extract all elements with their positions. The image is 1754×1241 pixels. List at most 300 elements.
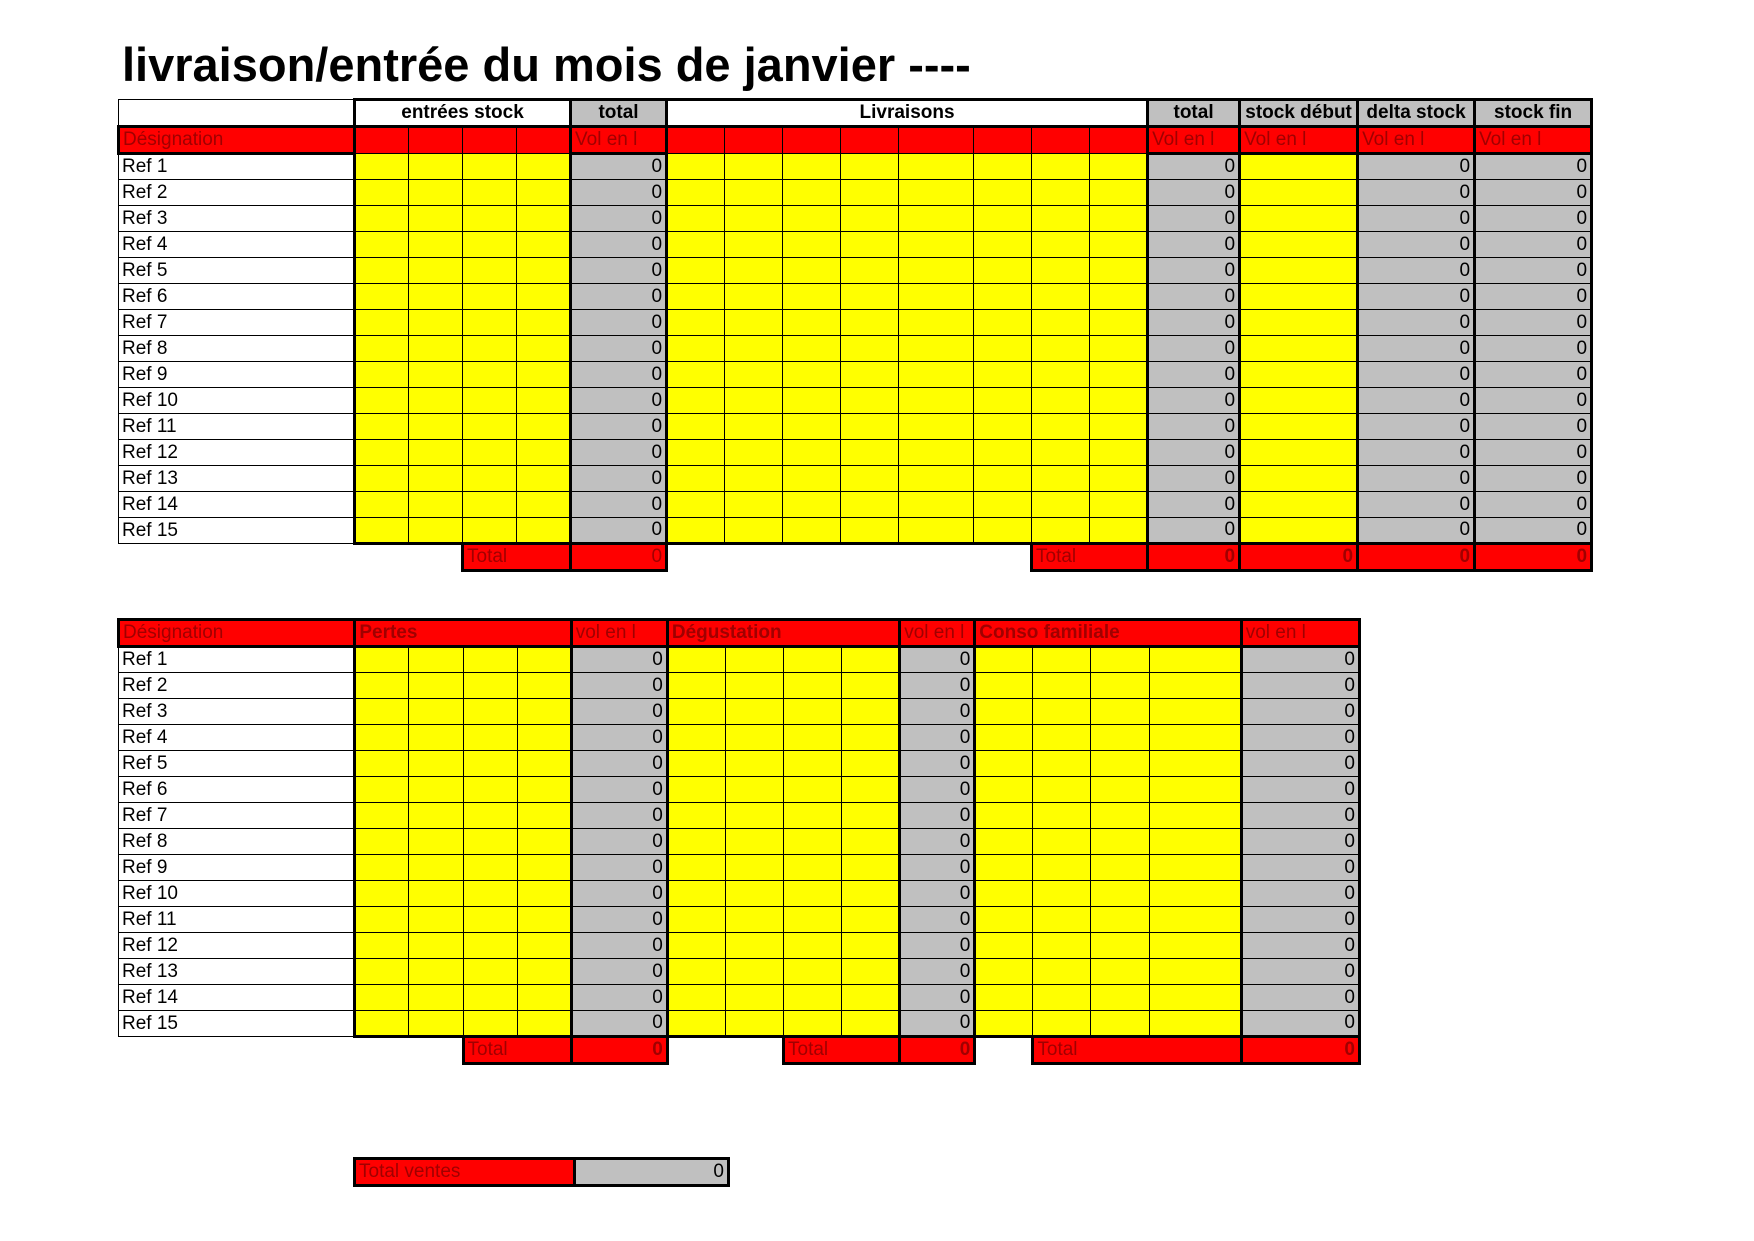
pertes-input-cell[interactable] bbox=[517, 907, 571, 933]
livraison-input-cell[interactable] bbox=[1090, 388, 1148, 414]
degustation-input-cell[interactable] bbox=[784, 725, 842, 751]
livraison-input-cell[interactable] bbox=[974, 336, 1032, 362]
conso-input-cell[interactable] bbox=[1091, 699, 1149, 725]
livraison-input-cell[interactable] bbox=[725, 388, 783, 414]
pertes-input-cell[interactable] bbox=[463, 803, 517, 829]
pertes-input-cell[interactable] bbox=[463, 907, 517, 933]
livraison-input-cell[interactable] bbox=[974, 492, 1032, 518]
conso-input-cell[interactable] bbox=[1149, 985, 1241, 1011]
entree-input-cell[interactable] bbox=[409, 310, 463, 336]
conso-input-cell[interactable] bbox=[975, 829, 1033, 855]
pertes-input-cell[interactable] bbox=[355, 985, 409, 1011]
livraison-input-cell[interactable] bbox=[841, 440, 899, 466]
degustation-input-cell[interactable] bbox=[784, 985, 842, 1011]
livraison-input-cell[interactable] bbox=[899, 258, 974, 284]
entree-input-cell[interactable] bbox=[517, 284, 571, 310]
conso-input-cell[interactable] bbox=[1033, 907, 1091, 933]
entree-input-cell[interactable] bbox=[409, 336, 463, 362]
entree-input-cell[interactable] bbox=[517, 232, 571, 258]
pertes-input-cell[interactable] bbox=[517, 959, 571, 985]
degustation-input-cell[interactable] bbox=[784, 751, 842, 777]
conso-input-cell[interactable] bbox=[1091, 881, 1149, 907]
livraison-input-cell[interactable] bbox=[667, 336, 725, 362]
pertes-input-cell[interactable] bbox=[355, 673, 409, 699]
livraison-input-cell[interactable] bbox=[841, 232, 899, 258]
conso-input-cell[interactable] bbox=[1033, 751, 1091, 777]
livraison-input-cell[interactable] bbox=[725, 154, 783, 180]
livraison-input-cell[interactable] bbox=[1090, 336, 1148, 362]
conso-input-cell[interactable] bbox=[1149, 803, 1241, 829]
conso-input-cell[interactable] bbox=[1149, 933, 1241, 959]
degustation-input-cell[interactable] bbox=[842, 647, 900, 673]
degustation-input-cell[interactable] bbox=[784, 829, 842, 855]
pertes-input-cell[interactable] bbox=[355, 907, 409, 933]
entree-input-cell[interactable] bbox=[355, 362, 409, 388]
stock-debut-input[interactable] bbox=[1240, 154, 1358, 180]
pertes-input-cell[interactable] bbox=[517, 751, 571, 777]
entree-input-cell[interactable] bbox=[409, 440, 463, 466]
entree-input-cell[interactable] bbox=[463, 284, 517, 310]
degustation-input-cell[interactable] bbox=[842, 855, 900, 881]
livraison-input-cell[interactable] bbox=[974, 180, 1032, 206]
conso-input-cell[interactable] bbox=[1091, 673, 1149, 699]
entree-input-cell[interactable] bbox=[355, 154, 409, 180]
pertes-input-cell[interactable] bbox=[355, 803, 409, 829]
livraison-input-cell[interactable] bbox=[841, 258, 899, 284]
entree-input-cell[interactable] bbox=[355, 180, 409, 206]
pertes-input-cell[interactable] bbox=[517, 725, 571, 751]
livraison-input-cell[interactable] bbox=[841, 388, 899, 414]
livraison-input-cell[interactable] bbox=[725, 466, 783, 492]
entree-input-cell[interactable] bbox=[517, 518, 571, 544]
conso-input-cell[interactable] bbox=[1033, 699, 1091, 725]
pertes-input-cell[interactable] bbox=[463, 751, 517, 777]
conso-input-cell[interactable] bbox=[1149, 959, 1241, 985]
pertes-input-cell[interactable] bbox=[517, 1011, 571, 1037]
entree-input-cell[interactable] bbox=[463, 362, 517, 388]
livraison-input-cell[interactable] bbox=[1090, 310, 1148, 336]
livraison-input-cell[interactable] bbox=[783, 440, 841, 466]
conso-input-cell[interactable] bbox=[975, 959, 1033, 985]
stock-debut-input[interactable] bbox=[1240, 518, 1358, 544]
stock-debut-input[interactable] bbox=[1240, 180, 1358, 206]
conso-input-cell[interactable] bbox=[1149, 1011, 1241, 1037]
conso-input-cell[interactable] bbox=[1149, 907, 1241, 933]
entree-input-cell[interactable] bbox=[517, 466, 571, 492]
pertes-input-cell[interactable] bbox=[355, 751, 409, 777]
livraison-input-cell[interactable] bbox=[899, 310, 974, 336]
livraison-input-cell[interactable] bbox=[667, 466, 725, 492]
livraison-input-cell[interactable] bbox=[667, 362, 725, 388]
pertes-input-cell[interactable] bbox=[463, 881, 517, 907]
entree-input-cell[interactable] bbox=[463, 336, 517, 362]
livraison-input-cell[interactable] bbox=[783, 232, 841, 258]
livraison-input-cell[interactable] bbox=[725, 310, 783, 336]
livraison-input-cell[interactable] bbox=[667, 310, 725, 336]
degustation-input-cell[interactable] bbox=[784, 907, 842, 933]
livraison-input-cell[interactable] bbox=[974, 206, 1032, 232]
degustation-input-cell[interactable] bbox=[784, 933, 842, 959]
livraison-input-cell[interactable] bbox=[841, 284, 899, 310]
conso-input-cell[interactable] bbox=[975, 1011, 1033, 1037]
pertes-input-cell[interactable] bbox=[463, 985, 517, 1011]
degustation-input-cell[interactable] bbox=[842, 673, 900, 699]
livraison-input-cell[interactable] bbox=[841, 336, 899, 362]
degustation-input-cell[interactable] bbox=[784, 673, 842, 699]
pertes-input-cell[interactable] bbox=[517, 803, 571, 829]
livraison-input-cell[interactable] bbox=[1090, 518, 1148, 544]
pertes-input-cell[interactable] bbox=[409, 907, 463, 933]
livraison-input-cell[interactable] bbox=[1032, 258, 1090, 284]
degustation-input-cell[interactable] bbox=[725, 751, 783, 777]
livraison-input-cell[interactable] bbox=[899, 362, 974, 388]
pertes-input-cell[interactable] bbox=[409, 699, 463, 725]
degustation-input-cell[interactable] bbox=[842, 829, 900, 855]
degustation-input-cell[interactable] bbox=[725, 777, 783, 803]
livraison-input-cell[interactable] bbox=[899, 388, 974, 414]
degustation-input-cell[interactable] bbox=[725, 673, 783, 699]
degustation-input-cell[interactable] bbox=[725, 881, 783, 907]
degustation-input-cell[interactable] bbox=[667, 725, 725, 751]
conso-input-cell[interactable] bbox=[1091, 803, 1149, 829]
entree-input-cell[interactable] bbox=[409, 206, 463, 232]
pertes-input-cell[interactable] bbox=[463, 1011, 517, 1037]
conso-input-cell[interactable] bbox=[1033, 673, 1091, 699]
livraison-input-cell[interactable] bbox=[725, 518, 783, 544]
livraison-input-cell[interactable] bbox=[667, 180, 725, 206]
degustation-input-cell[interactable] bbox=[667, 985, 725, 1011]
pertes-input-cell[interactable] bbox=[409, 881, 463, 907]
entree-input-cell[interactable] bbox=[355, 440, 409, 466]
livraison-input-cell[interactable] bbox=[1032, 154, 1090, 180]
conso-input-cell[interactable] bbox=[1149, 777, 1241, 803]
entree-input-cell[interactable] bbox=[355, 414, 409, 440]
degustation-input-cell[interactable] bbox=[667, 933, 725, 959]
pertes-input-cell[interactable] bbox=[463, 673, 517, 699]
livraison-input-cell[interactable] bbox=[841, 518, 899, 544]
livraison-input-cell[interactable] bbox=[725, 336, 783, 362]
livraison-input-cell[interactable] bbox=[841, 492, 899, 518]
conso-input-cell[interactable] bbox=[1033, 933, 1091, 959]
degustation-input-cell[interactable] bbox=[667, 1011, 725, 1037]
entree-input-cell[interactable] bbox=[463, 180, 517, 206]
entree-input-cell[interactable] bbox=[517, 492, 571, 518]
livraison-input-cell[interactable] bbox=[783, 336, 841, 362]
conso-input-cell[interactable] bbox=[975, 777, 1033, 803]
entree-input-cell[interactable] bbox=[517, 310, 571, 336]
conso-input-cell[interactable] bbox=[1033, 1011, 1091, 1037]
degustation-input-cell[interactable] bbox=[784, 1011, 842, 1037]
pertes-input-cell[interactable] bbox=[409, 803, 463, 829]
entree-input-cell[interactable] bbox=[409, 180, 463, 206]
degustation-input-cell[interactable] bbox=[842, 907, 900, 933]
pertes-input-cell[interactable] bbox=[355, 829, 409, 855]
pertes-input-cell[interactable] bbox=[355, 1011, 409, 1037]
entree-input-cell[interactable] bbox=[355, 336, 409, 362]
entree-input-cell[interactable] bbox=[463, 154, 517, 180]
pertes-input-cell[interactable] bbox=[409, 1011, 463, 1037]
livraison-input-cell[interactable] bbox=[841, 362, 899, 388]
degustation-input-cell[interactable] bbox=[667, 699, 725, 725]
conso-input-cell[interactable] bbox=[975, 907, 1033, 933]
livraison-input-cell[interactable] bbox=[974, 518, 1032, 544]
livraison-input-cell[interactable] bbox=[725, 414, 783, 440]
conso-input-cell[interactable] bbox=[1033, 959, 1091, 985]
degustation-input-cell[interactable] bbox=[842, 725, 900, 751]
livraison-input-cell[interactable] bbox=[899, 492, 974, 518]
livraison-input-cell[interactable] bbox=[841, 414, 899, 440]
livraison-input-cell[interactable] bbox=[725, 180, 783, 206]
livraison-input-cell[interactable] bbox=[1032, 440, 1090, 466]
degustation-input-cell[interactable] bbox=[842, 777, 900, 803]
degustation-input-cell[interactable] bbox=[725, 855, 783, 881]
pertes-input-cell[interactable] bbox=[409, 725, 463, 751]
livraison-input-cell[interactable] bbox=[1032, 284, 1090, 310]
entree-input-cell[interactable] bbox=[463, 440, 517, 466]
entree-input-cell[interactable] bbox=[517, 362, 571, 388]
conso-input-cell[interactable] bbox=[1033, 777, 1091, 803]
livraison-input-cell[interactable] bbox=[899, 440, 974, 466]
livraison-input-cell[interactable] bbox=[667, 206, 725, 232]
entree-input-cell[interactable] bbox=[463, 206, 517, 232]
conso-input-cell[interactable] bbox=[1091, 985, 1149, 1011]
conso-input-cell[interactable] bbox=[1091, 647, 1149, 673]
conso-input-cell[interactable] bbox=[975, 803, 1033, 829]
entree-input-cell[interactable] bbox=[355, 492, 409, 518]
stock-debut-input[interactable] bbox=[1240, 206, 1358, 232]
livraison-input-cell[interactable] bbox=[841, 154, 899, 180]
pertes-input-cell[interactable] bbox=[517, 647, 571, 673]
degustation-input-cell[interactable] bbox=[784, 855, 842, 881]
conso-input-cell[interactable] bbox=[1091, 933, 1149, 959]
pertes-input-cell[interactable] bbox=[355, 725, 409, 751]
pertes-input-cell[interactable] bbox=[463, 959, 517, 985]
entree-input-cell[interactable] bbox=[517, 180, 571, 206]
conso-input-cell[interactable] bbox=[1149, 725, 1241, 751]
degustation-input-cell[interactable] bbox=[725, 985, 783, 1011]
stock-debut-input[interactable] bbox=[1240, 388, 1358, 414]
entree-input-cell[interactable] bbox=[463, 258, 517, 284]
pertes-input-cell[interactable] bbox=[463, 855, 517, 881]
conso-input-cell[interactable] bbox=[975, 985, 1033, 1011]
entree-input-cell[interactable] bbox=[517, 440, 571, 466]
livraison-input-cell[interactable] bbox=[1032, 362, 1090, 388]
conso-input-cell[interactable] bbox=[1091, 1011, 1149, 1037]
stock-debut-input[interactable] bbox=[1240, 310, 1358, 336]
livraison-input-cell[interactable] bbox=[974, 466, 1032, 492]
degustation-input-cell[interactable] bbox=[667, 907, 725, 933]
conso-input-cell[interactable] bbox=[1149, 829, 1241, 855]
degustation-input-cell[interactable] bbox=[842, 933, 900, 959]
livraison-input-cell[interactable] bbox=[725, 232, 783, 258]
livraison-input-cell[interactable] bbox=[667, 440, 725, 466]
livraison-input-cell[interactable] bbox=[899, 154, 974, 180]
conso-input-cell[interactable] bbox=[975, 673, 1033, 699]
entree-input-cell[interactable] bbox=[463, 232, 517, 258]
stock-debut-input[interactable] bbox=[1240, 258, 1358, 284]
conso-input-cell[interactable] bbox=[1149, 881, 1241, 907]
degustation-input-cell[interactable] bbox=[784, 959, 842, 985]
stock-debut-input[interactable] bbox=[1240, 492, 1358, 518]
livraison-input-cell[interactable] bbox=[783, 206, 841, 232]
entree-input-cell[interactable] bbox=[463, 466, 517, 492]
degustation-input-cell[interactable] bbox=[842, 751, 900, 777]
livraison-input-cell[interactable] bbox=[841, 466, 899, 492]
degustation-input-cell[interactable] bbox=[667, 881, 725, 907]
pertes-input-cell[interactable] bbox=[463, 647, 517, 673]
livraison-input-cell[interactable] bbox=[1090, 258, 1148, 284]
degustation-input-cell[interactable] bbox=[725, 699, 783, 725]
entree-input-cell[interactable] bbox=[355, 466, 409, 492]
livraison-input-cell[interactable] bbox=[1032, 310, 1090, 336]
degustation-input-cell[interactable] bbox=[725, 725, 783, 751]
livraison-input-cell[interactable] bbox=[725, 362, 783, 388]
pertes-input-cell[interactable] bbox=[409, 959, 463, 985]
degustation-input-cell[interactable] bbox=[667, 777, 725, 803]
livraison-input-cell[interactable] bbox=[1032, 388, 1090, 414]
livraison-input-cell[interactable] bbox=[1032, 232, 1090, 258]
livraison-input-cell[interactable] bbox=[667, 284, 725, 310]
degustation-input-cell[interactable] bbox=[784, 881, 842, 907]
degustation-input-cell[interactable] bbox=[667, 829, 725, 855]
livraison-input-cell[interactable] bbox=[974, 284, 1032, 310]
conso-input-cell[interactable] bbox=[1091, 829, 1149, 855]
livraison-input-cell[interactable] bbox=[899, 414, 974, 440]
degustation-input-cell[interactable] bbox=[784, 699, 842, 725]
livraison-input-cell[interactable] bbox=[899, 180, 974, 206]
livraison-input-cell[interactable] bbox=[725, 284, 783, 310]
degustation-input-cell[interactable] bbox=[842, 699, 900, 725]
conso-input-cell[interactable] bbox=[1149, 751, 1241, 777]
conso-input-cell[interactable] bbox=[1149, 673, 1241, 699]
pertes-input-cell[interactable] bbox=[517, 673, 571, 699]
entree-input-cell[interactable] bbox=[409, 492, 463, 518]
conso-input-cell[interactable] bbox=[1091, 725, 1149, 751]
conso-input-cell[interactable] bbox=[1149, 855, 1241, 881]
livraison-input-cell[interactable] bbox=[783, 518, 841, 544]
livraison-input-cell[interactable] bbox=[841, 180, 899, 206]
entree-input-cell[interactable] bbox=[517, 206, 571, 232]
livraison-input-cell[interactable] bbox=[1090, 232, 1148, 258]
entree-input-cell[interactable] bbox=[355, 518, 409, 544]
entree-input-cell[interactable] bbox=[517, 388, 571, 414]
conso-input-cell[interactable] bbox=[1091, 777, 1149, 803]
pertes-input-cell[interactable] bbox=[463, 777, 517, 803]
entree-input-cell[interactable] bbox=[463, 414, 517, 440]
pertes-input-cell[interactable] bbox=[409, 751, 463, 777]
livraison-input-cell[interactable] bbox=[974, 362, 1032, 388]
livraison-input-cell[interactable] bbox=[974, 414, 1032, 440]
degustation-input-cell[interactable] bbox=[725, 933, 783, 959]
stock-debut-input[interactable] bbox=[1240, 232, 1358, 258]
pertes-input-cell[interactable] bbox=[355, 777, 409, 803]
conso-input-cell[interactable] bbox=[1033, 855, 1091, 881]
livraison-input-cell[interactable] bbox=[974, 154, 1032, 180]
livraison-input-cell[interactable] bbox=[974, 388, 1032, 414]
stock-debut-input[interactable] bbox=[1240, 284, 1358, 310]
conso-input-cell[interactable] bbox=[1033, 829, 1091, 855]
pertes-input-cell[interactable] bbox=[463, 933, 517, 959]
livraison-input-cell[interactable] bbox=[783, 362, 841, 388]
livraison-input-cell[interactable] bbox=[841, 206, 899, 232]
entree-input-cell[interactable] bbox=[409, 232, 463, 258]
livraison-input-cell[interactable] bbox=[899, 518, 974, 544]
entree-input-cell[interactable] bbox=[355, 258, 409, 284]
conso-input-cell[interactable] bbox=[975, 699, 1033, 725]
livraison-input-cell[interactable] bbox=[667, 414, 725, 440]
entree-input-cell[interactable] bbox=[463, 518, 517, 544]
livraison-input-cell[interactable] bbox=[725, 206, 783, 232]
stock-debut-input[interactable] bbox=[1240, 440, 1358, 466]
livraison-input-cell[interactable] bbox=[667, 518, 725, 544]
stock-debut-input[interactable] bbox=[1240, 336, 1358, 362]
livraison-input-cell[interactable] bbox=[725, 440, 783, 466]
degustation-input-cell[interactable] bbox=[667, 803, 725, 829]
livraison-input-cell[interactable] bbox=[974, 258, 1032, 284]
conso-input-cell[interactable] bbox=[1033, 647, 1091, 673]
livraison-input-cell[interactable] bbox=[1090, 440, 1148, 466]
livraison-input-cell[interactable] bbox=[667, 388, 725, 414]
degustation-input-cell[interactable] bbox=[725, 907, 783, 933]
pertes-input-cell[interactable] bbox=[409, 933, 463, 959]
pertes-input-cell[interactable] bbox=[355, 959, 409, 985]
livraison-input-cell[interactable] bbox=[899, 466, 974, 492]
livraison-input-cell[interactable] bbox=[667, 492, 725, 518]
degustation-input-cell[interactable] bbox=[725, 1011, 783, 1037]
conso-input-cell[interactable] bbox=[975, 881, 1033, 907]
degustation-input-cell[interactable] bbox=[667, 673, 725, 699]
entree-input-cell[interactable] bbox=[463, 310, 517, 336]
degustation-input-cell[interactable] bbox=[784, 777, 842, 803]
entree-input-cell[interactable] bbox=[409, 258, 463, 284]
livraison-input-cell[interactable] bbox=[667, 258, 725, 284]
stock-debut-input[interactable] bbox=[1240, 414, 1358, 440]
pertes-input-cell[interactable] bbox=[355, 855, 409, 881]
pertes-input-cell[interactable] bbox=[409, 829, 463, 855]
pertes-input-cell[interactable] bbox=[517, 985, 571, 1011]
conso-input-cell[interactable] bbox=[975, 751, 1033, 777]
livraison-input-cell[interactable] bbox=[1090, 492, 1148, 518]
degustation-input-cell[interactable] bbox=[667, 855, 725, 881]
entree-input-cell[interactable] bbox=[409, 466, 463, 492]
pertes-input-cell[interactable] bbox=[517, 699, 571, 725]
conso-input-cell[interactable] bbox=[975, 725, 1033, 751]
conso-input-cell[interactable] bbox=[1149, 647, 1241, 673]
pertes-input-cell[interactable] bbox=[409, 855, 463, 881]
degustation-input-cell[interactable] bbox=[725, 829, 783, 855]
pertes-input-cell[interactable] bbox=[463, 829, 517, 855]
entree-input-cell[interactable] bbox=[355, 284, 409, 310]
degustation-input-cell[interactable] bbox=[667, 647, 725, 673]
livraison-input-cell[interactable] bbox=[1090, 284, 1148, 310]
conso-input-cell[interactable] bbox=[1091, 855, 1149, 881]
livraison-input-cell[interactable] bbox=[1032, 206, 1090, 232]
conso-input-cell[interactable] bbox=[1033, 803, 1091, 829]
pertes-input-cell[interactable] bbox=[517, 829, 571, 855]
livraison-input-cell[interactable] bbox=[725, 492, 783, 518]
livraison-input-cell[interactable] bbox=[1032, 336, 1090, 362]
livraison-input-cell[interactable] bbox=[783, 492, 841, 518]
pertes-input-cell[interactable] bbox=[409, 673, 463, 699]
conso-input-cell[interactable] bbox=[1091, 751, 1149, 777]
livraison-input-cell[interactable] bbox=[1090, 206, 1148, 232]
livraison-input-cell[interactable] bbox=[783, 414, 841, 440]
entree-input-cell[interactable] bbox=[517, 336, 571, 362]
conso-input-cell[interactable] bbox=[1033, 881, 1091, 907]
livraison-input-cell[interactable] bbox=[783, 388, 841, 414]
entree-input-cell[interactable] bbox=[409, 362, 463, 388]
degustation-input-cell[interactable] bbox=[725, 803, 783, 829]
